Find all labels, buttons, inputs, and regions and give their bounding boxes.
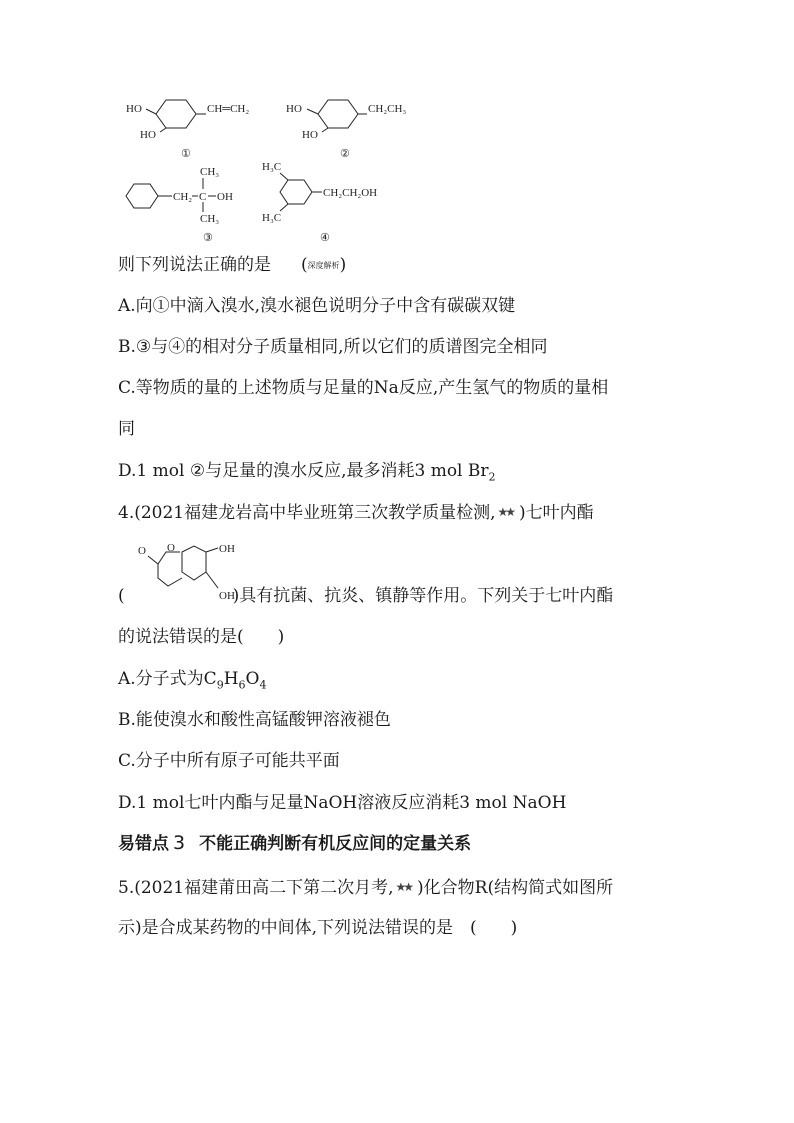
q4-paren: (: [118, 586, 125, 606]
esculetin-o1: O: [138, 545, 146, 557]
s2-substituent: CH₂CH₃: [368, 103, 407, 115]
s2-ho-bottom: HO: [302, 129, 318, 141]
q4-formula-c: 9: [216, 678, 224, 692]
q3-stem: [118, 254, 346, 277]
section-label: 易错点: [118, 834, 169, 854]
section-heading: [118, 832, 471, 855]
difficulty-stars-icon: ★★: [395, 880, 412, 894]
s3-c: C: [199, 191, 207, 203]
q3-stem-text: 则下列说法正确的是: [118, 255, 271, 275]
q4-suffix: )七叶内酯: [519, 503, 594, 523]
s1-ho-top: HO: [126, 103, 142, 115]
structure-3: [118, 162, 248, 244]
q3-option-a: A.向①中滴入溴水,溴水褪色说明分子中含有碳碳双键: [118, 296, 516, 316]
q4-stem-line3: 的说法错误的是( ): [118, 627, 285, 647]
q4-stem-line1: [118, 501, 594, 524]
q4-formula-o: O: [245, 669, 260, 689]
s1-substituent: CH═CH₂: [207, 103, 250, 115]
q4-formula-hn: 6: [238, 678, 246, 692]
s3-number: ③: [203, 232, 213, 244]
section-title: 不能正确判断有机反应间的定量关系: [199, 834, 472, 854]
s4-number: ④: [320, 232, 330, 244]
difficulty-stars-icon: ★★: [497, 505, 514, 519]
s1-number: ①: [181, 148, 191, 160]
q3-analysis-tag: 深度解析: [307, 261, 340, 270]
q3-option-d: [118, 460, 496, 488]
esculetin-o2: O: [167, 542, 175, 554]
q5-stem-line1: [118, 876, 613, 899]
q5-suffix: )化合物R(结构简式如图所: [417, 878, 614, 898]
q3-option-d-sub: 2: [488, 470, 496, 484]
s4-substituent: CH₂CH₂OH: [323, 187, 378, 199]
q3-option-c-line2: 同: [118, 419, 135, 439]
s4-h3c-bottom: H₃C: [262, 212, 282, 224]
q4-option-a: [118, 668, 266, 696]
s4-h3c-top: H₃C: [262, 161, 282, 173]
q4-formula-on: 4: [259, 678, 267, 692]
q4-option-d: D.1 mol七叶内酯与足量NaOH溶液反应消耗3 mol NaOH: [118, 793, 567, 813]
q4-option-c: C.分子中所有原子可能共平面: [118, 751, 340, 771]
q3-option-c-line1: C.等物质的量的上述物质与足量的Na反应,产生氢气的物质的量相: [118, 378, 609, 398]
structure-2: [280, 92, 430, 162]
s2-ho-top: HO: [286, 103, 302, 115]
s3-ch3-bottom: CH₃: [200, 213, 220, 225]
q4-formula-h: H: [223, 669, 239, 689]
s3-oh: OH: [217, 191, 233, 203]
section-number: 3: [173, 832, 186, 854]
q4-stem-line2: [118, 585, 613, 607]
s2-number: ②: [340, 148, 350, 160]
q3-option-d-text: D.1 mol ②与足量的溴水反应,最多消耗3 mol Br: [118, 461, 489, 481]
q5-stem-line2: 示)是合成某药物的中间体,下列说法错误的是 ( ): [118, 918, 518, 938]
esculetin-oh-top: OH: [219, 543, 235, 555]
q4-option-b: B.能使溴水和酸性高锰酸钾溶液褪色: [118, 710, 391, 730]
q3-option-b: B.③与④的相对分子质量相同,所以它们的质谱图完全相同: [118, 337, 548, 357]
esculetin-oh-bottom: OH: [219, 590, 235, 602]
s3-ch2: CH₂: [173, 191, 193, 203]
structure-4: [258, 158, 408, 244]
q5-prefix: 5.(2021福建莆田高二下第二次月考,: [118, 878, 394, 898]
q4-line2-text: )具有抗菌、抗炎、镇静等作用。下列关于七叶内酯: [232, 586, 614, 606]
s3-ch3-top: CH₃: [200, 166, 220, 178]
q4-option-a-text: A.分子式为C: [118, 669, 217, 689]
q3-paren-open: (: [301, 255, 308, 275]
structure-1: [118, 92, 268, 162]
q3-paren-close: ): [339, 255, 347, 275]
s1-ho-bottom: HO: [140, 129, 156, 141]
q4-prefix: 4.(2021福建龙岩高中毕业班第三次教学质量检测,: [118, 503, 496, 523]
